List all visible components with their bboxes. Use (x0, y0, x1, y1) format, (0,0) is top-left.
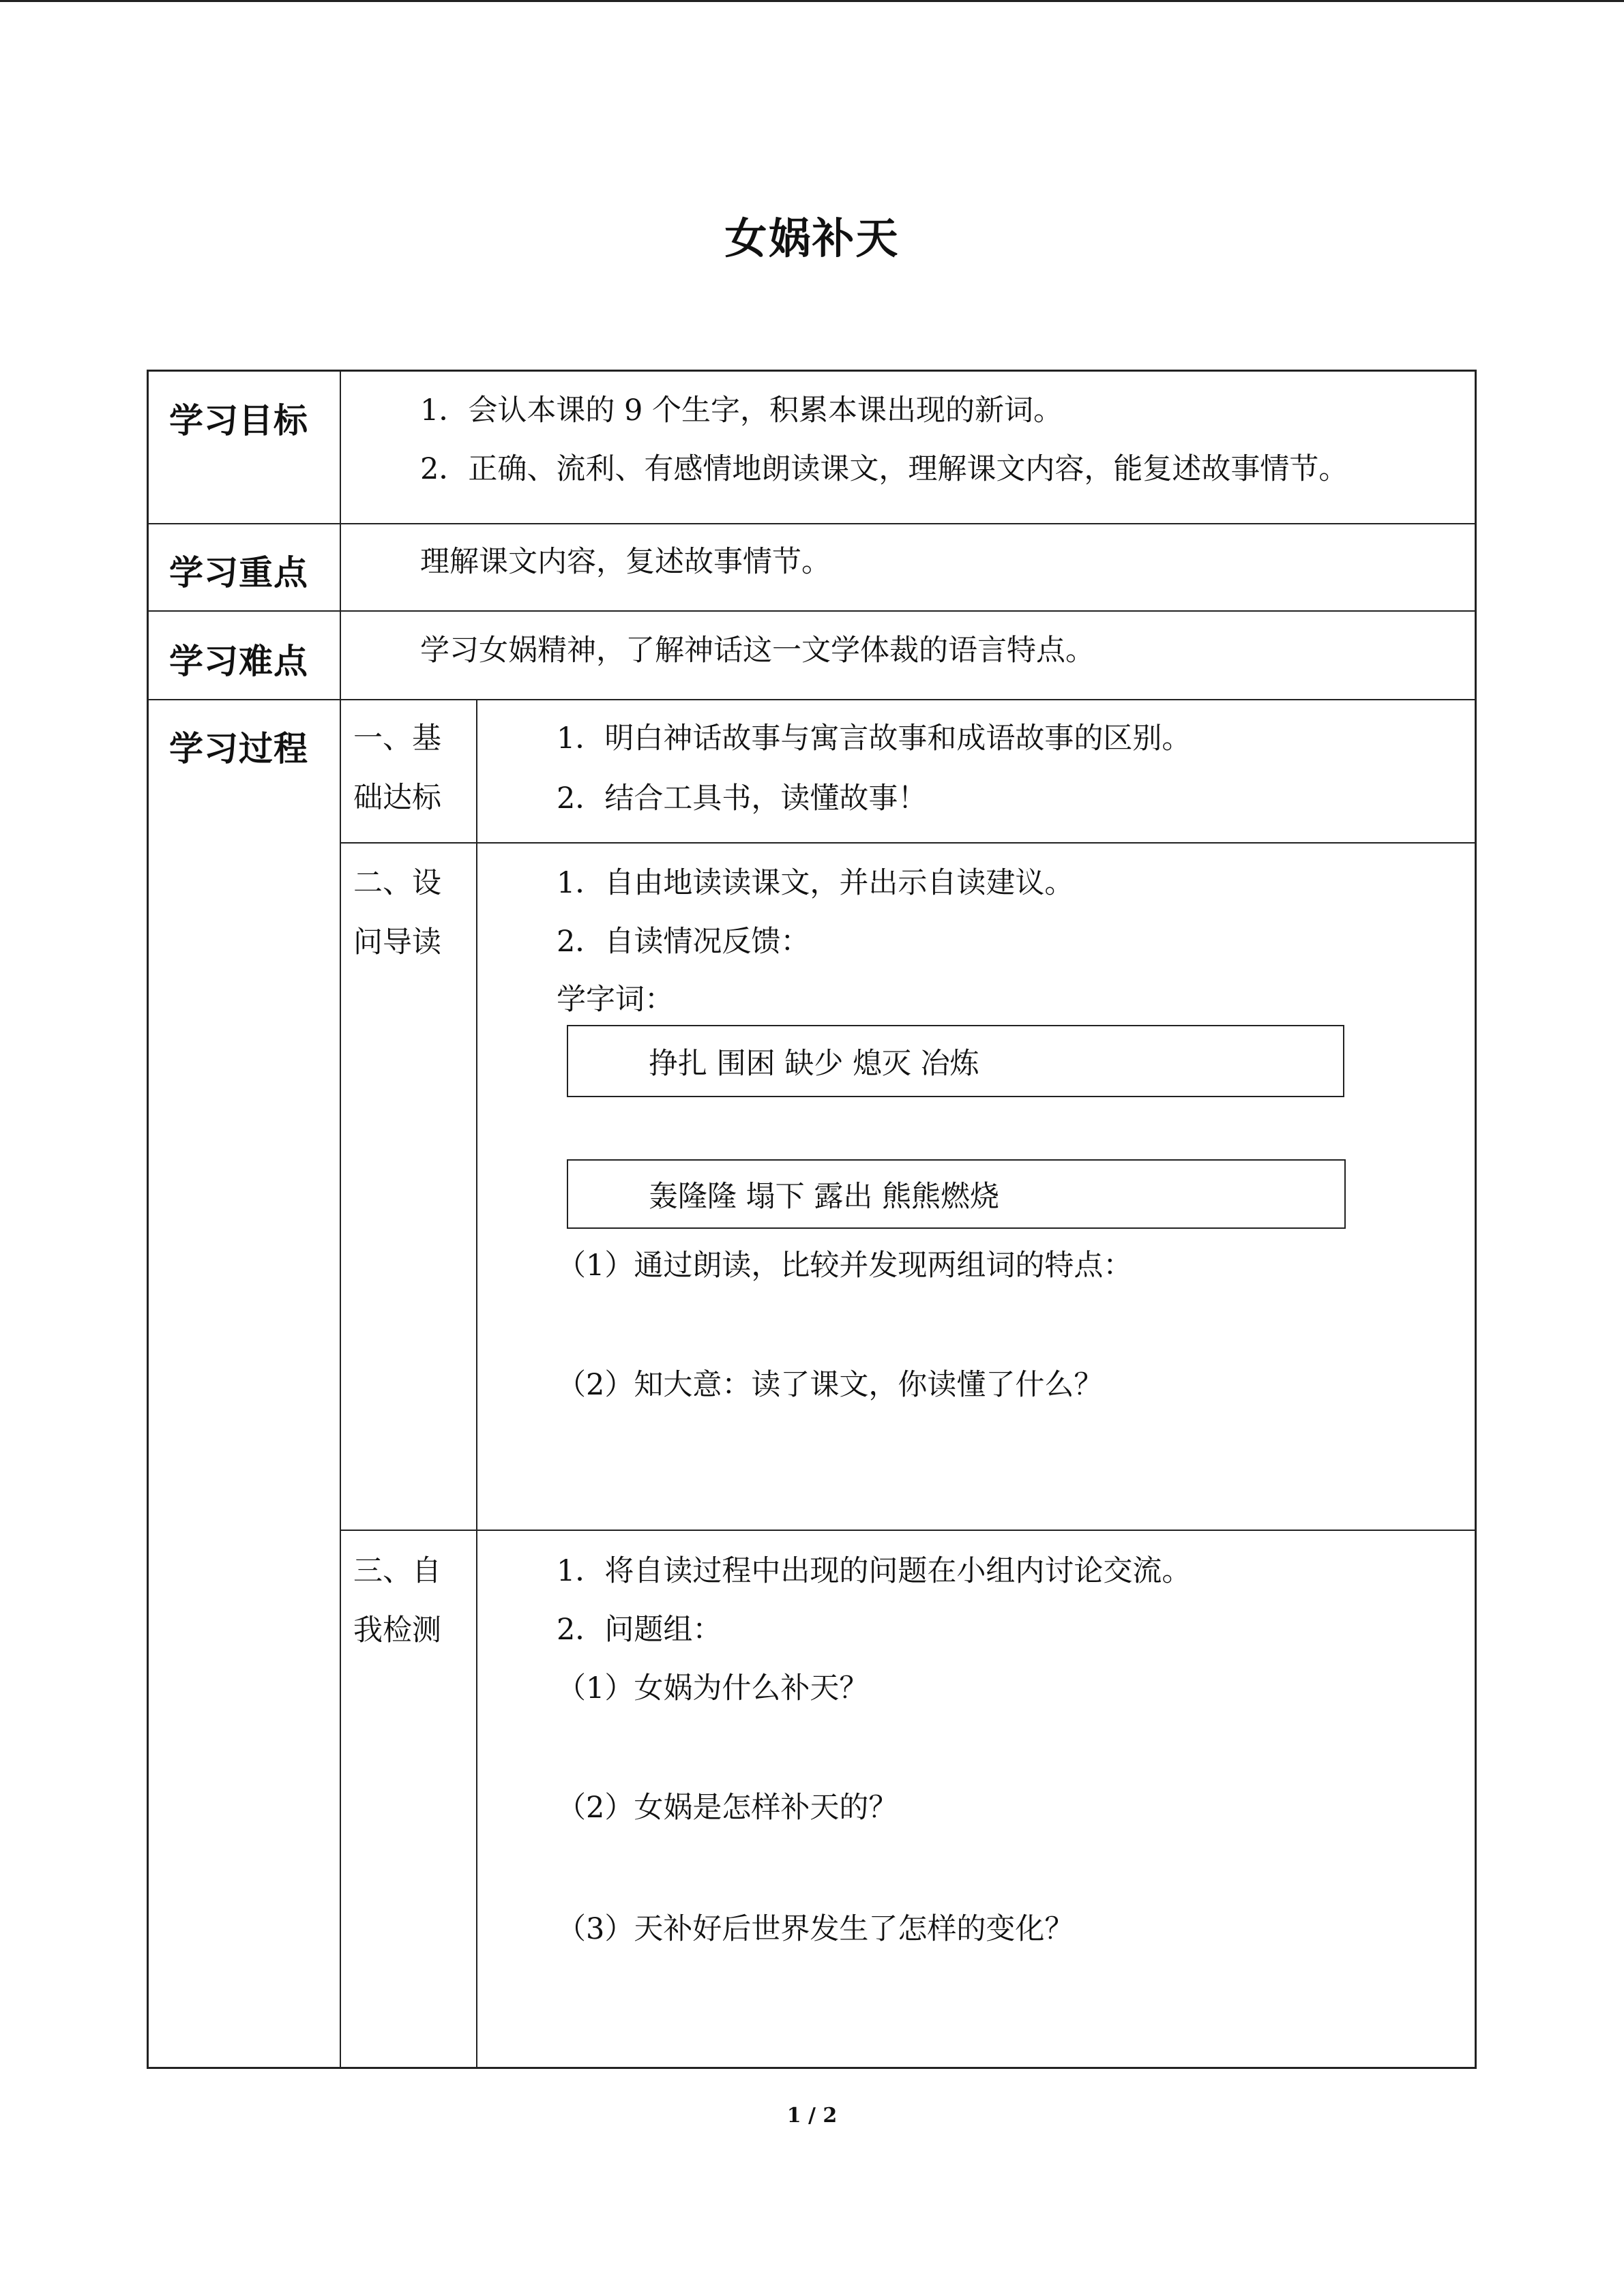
row-divider (149, 523, 1477, 524)
section-title-line: 础达标 (353, 781, 441, 815)
label-column-divider (340, 372, 341, 2069)
row-divider (149, 610, 1477, 612)
key-points-label: 学习重点 (169, 553, 308, 593)
section-item: 2．自读情况反馈： (557, 925, 810, 959)
section-title-line: 一、基 (353, 721, 441, 756)
section-title-basics (353, 709, 469, 828)
question-item: （2）知大意：读了课文，你读懂了什么？ (557, 1368, 1104, 1402)
objective-item: 1．会认本课的 9 个生字，积累本课出现的新词。 (420, 393, 1063, 428)
section-title-line: 二、设 (353, 866, 441, 900)
section-item: 1．明白神话故事与寓言故事和成语故事的区别。 (557, 721, 1192, 756)
page-title: 女娲补天 (724, 213, 900, 263)
section-item: 2．结合工具书，读懂故事！ (557, 781, 928, 816)
section-title-line: 问导读 (353, 925, 441, 959)
row-divider (149, 699, 1477, 700)
section-item: 1．自由地读读课文，并出示自读建议。 (557, 866, 1074, 900)
section-divider (340, 842, 1477, 844)
difficulties-text: 学习女娲精神，了解神话这一文学体裁的语言特点。 (420, 633, 1095, 668)
objective-item: 2．正确、流利、有感情地朗读课文，理解课文内容，能复述故事情节。 (420, 452, 1348, 486)
key-points-text: 理解课文内容，复述故事情节。 (420, 545, 831, 579)
section-column-divider (476, 699, 477, 2069)
difficulties-label: 学习难点 (169, 642, 308, 681)
lesson-table (147, 370, 1477, 2069)
word-group-box: 轰隆隆 塌下 露出 熊熊燃烧 (567, 1159, 1346, 1229)
question-item: （1）通过朗读，比较并发现两组词的特点： (557, 1249, 1133, 1283)
section-item: 2．问题组： (557, 1613, 722, 1647)
section-divider (340, 1530, 1477, 1531)
top-border-line (0, 0, 1624, 2)
section-title-guided-reading (353, 854, 469, 972)
question-item: （1）女娲为什么补天？ (557, 1671, 869, 1705)
section-title-line: 三、自 (353, 1554, 441, 1588)
section-title-self-check (353, 1542, 469, 1660)
process-label: 学习过程 (169, 729, 308, 769)
section-title-line: 我检测 (353, 1613, 441, 1648)
word-list-label: 学字词： (557, 983, 674, 1017)
word-group-box: 挣扎 围困 缺少 熄灭 冶炼 (567, 1025, 1344, 1097)
question-item: （2）女娲是怎样补天的？ (557, 1791, 898, 1825)
section-item: 1．将自读过程中出现的问题在小组内讨论交流。 (557, 1554, 1192, 1588)
objectives-label: 学习目标 (169, 401, 308, 441)
question-item: （3）天补好后世界发生了怎样的变化？ (557, 1912, 1074, 1946)
page-number: 1 / 2 (786, 2104, 838, 2128)
